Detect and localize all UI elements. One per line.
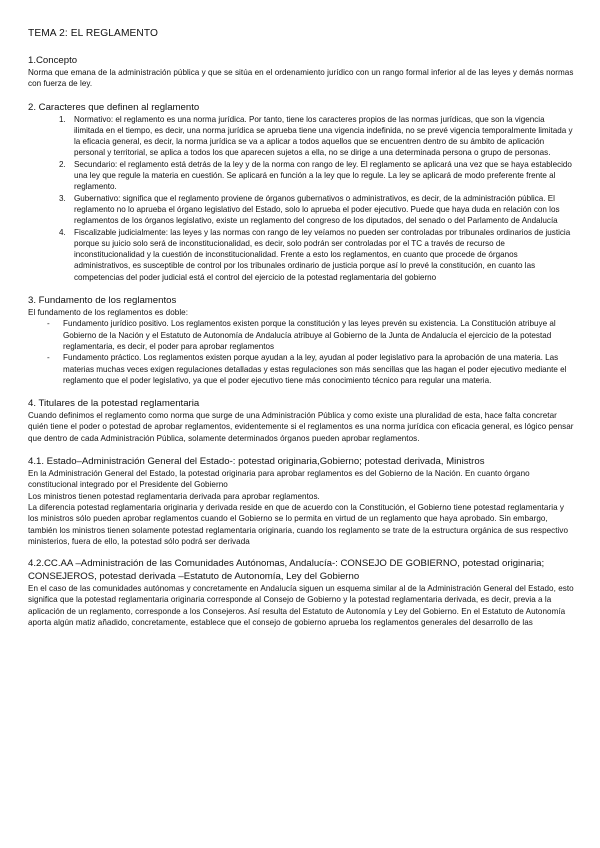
section-4-2-text: En el caso de las comunidades autónomas y concretamente en Andalucía siguen un esquema similar al de la Administración General del Estado, esto significa que la potestad reglamentaria originaria corresponde al Consejo de Gobierno y la potestad reglamentaria derivada, es decir, previa a la aplicación de un reglamento, corresponde a los Consejeros. Así resulta del Estatuto de Autonomía y Ley del Gobierno. En el Estatuto de Autonomía aporta algún matiz añadido, concretamente, establece que el consejo de gobierno aprueba los reglamentos generales del desarrollo de las [28, 584, 574, 627]
section-4-1-paragraph: Los ministros tienen potestad reglamentaria derivada para aprobar reglamentos. [28, 491, 320, 501]
fundamento-item-practico [28, 352, 576, 386]
fundamento-item-text: Fundamento práctico. Los reglamentos existen porque ayudan a la ley, ayudan al poder legislativo para la aprobación de una materia. Las materias muchas veces exigen regulaciones detalladas y estas regulaciones son más sencillas que las hagan el poder ejecutivo mediante el reglamento que el poder legislativo, ya que el poder ejecutivo tiene más conocimiento técnico para regular una materia. [63, 353, 567, 385]
section-2-heading: 2. Caracteres que definen al reglamento [28, 101, 200, 113]
characteristic-item-secundario: 2. Secundario: el reglamento está detrás de la ley y de la norma con rango de ley. El reglamento se aplicará una vez que se haya establecido una ley que regule la materia en cuestión. Se aplicará en función a la ley que lo regule. La ley se aplicará de modo preferente frente al reglamento. [68, 159, 576, 193]
dash-bullet: - [47, 319, 50, 329]
fundamento-item-text: Fundamento jurídico positivo. Los reglamentos existen porque la constitución y las leyes prevén su existencia. La Constitución atribuye al Gobierno de la Nación y el Estatuto de Autonomía de Andalucía atribuye al Gobierno de la Junta de Andalucía el ejercicio de la potestad reglamentaria, es decir, el poder para aprobar reglamentos [63, 319, 556, 351]
section-3-heading: 3. Fundamento de los reglamentos [28, 295, 177, 307]
fundamento-item-juridico [28, 318, 576, 352]
characteristic-item-normativo: 1. Normativo: el reglamento es una norma jurídica. Por tanto, tiene los caracteres propios de las normas jurídicas, que son la vigencia ilimitada en el tiempo, es decir, una norma jurídica se aprueba tiene una vigencia indefinida, no se prevé vigencia temporalmente limitada y la eficacia general, es decir, la norma jurídica se va a aplicar a todos aquellos que se encuentren dentro de su ámbito de aplicación personal y territorial, se aplica a todos los que aparecen sujetos a ella, no se dirige a una determinada persona o grupo de personas. [68, 114, 576, 159]
section-4-1-heading: 4.1. Estado–Administración General del Estado-: potestad originaria,Gobierno; potestad derivada, Ministros [28, 456, 485, 468]
section-1-text: Norma que emana de la administración pública y que se sitúa en el ordenamiento jurídico con un rango formal inferior al de las leyes y demás normas con fuerza de ley. [28, 68, 574, 89]
section-4-text: Cuando definimos el reglamento como norma que surge de una Administración Pública y como existe una pluralidad de esta, hace falta concretar quién tiene el poder o potestad de aprobar reglamentos, evidentemente si el reglamentos es una norma jurídica con eficacia general, es lógico pensar que dentro de cada Administración Pública, solamente determinados órganos pueden aprobar reglamentos. [28, 411, 574, 443]
section-1-heading: 1.Concepto [28, 55, 78, 66]
characteristics-list [28, 114, 576, 283]
document-title: TEMA 2: EL REGLAMENTO [28, 28, 159, 39]
section-4-1-paragraph: La diferencia potestad reglamentaria originaria y derivada reside en que de acuerdo con la Constitución, el Gobierno tiene potestad reglamentaria y los ministros sólo pueden aprobar reglamentos cuando el Gobierno se lo permita en virtud de un reglamento que haya aprobado. Sin embargo, también los ministros tienen solamente potestad reglamentaria originaria, cuando los reglamento se trate de la estructura orgánica de sus respectivo ministerios, fuera de ello, la potestad sólo podrá ser derivada [28, 502, 569, 546]
section-3-intro: El fundamento de los reglamentos es doble: [28, 308, 189, 318]
characteristic-item-fiscalizable: 4. Fiscalizable judicialmente: las leyes y las normas con rango de ley veíamos no pueden ser controladas por tribunales ordinarios de justicia porque su juicio solo será de inconstitucionalidad, es decir, solo podrán ser controladas por el TC a través de recurso de inconstitucionalidad y la cuestión de inconstitucionalidad. Frente a esto los reglamentos, en cuanto que procede de órganos administrativos, es susceptible de control por los tribunales ordinario de justicia porque así lo prevé la constitución, en cuanto las competencias del poder judicial está el control del ejercicio de la potestad reglamentaria del gobierno [68, 227, 576, 283]
fundamento-list [28, 318, 576, 386]
section-4-heading: 4. Titulares de la potestad reglamentaria [28, 398, 200, 410]
characteristic-item-gubernativo: 3. Gubernativo: significa que el reglamento proviene de órganos gubernativos o administrativos, es decir, de la administración pública. El reglamento no lo aprueba el órgano legislativo del Estado, solo lo aprueba el poder ejecutivo. Puede que haya duda en relación con los reglamentos de los órganos legislativo, existe un reglamento del congreso de los diputados, del senado o del Parlamento de Andalucía [68, 193, 576, 227]
section-4-2-heading: 4.2.CC.AA –Administración de las Comunidades Autónomas, Andalucía-: CONSEJO DE GOBIERNO, potestad originaria; CONSEJEROS, potestad derivada –Estatuto de Autonomía, Ley del Gobierno [28, 558, 545, 583]
document-content [28, 22, 576, 628]
dash-bullet: - [47, 353, 50, 363]
section-4-1-paragraph: En la Administración General del Estado, la potestad originaria para aprobar reglamentos es del Gobierno de la Nación. En cuanto órgano constitucional integrado por el Presidente del Gobierno [28, 469, 530, 490]
